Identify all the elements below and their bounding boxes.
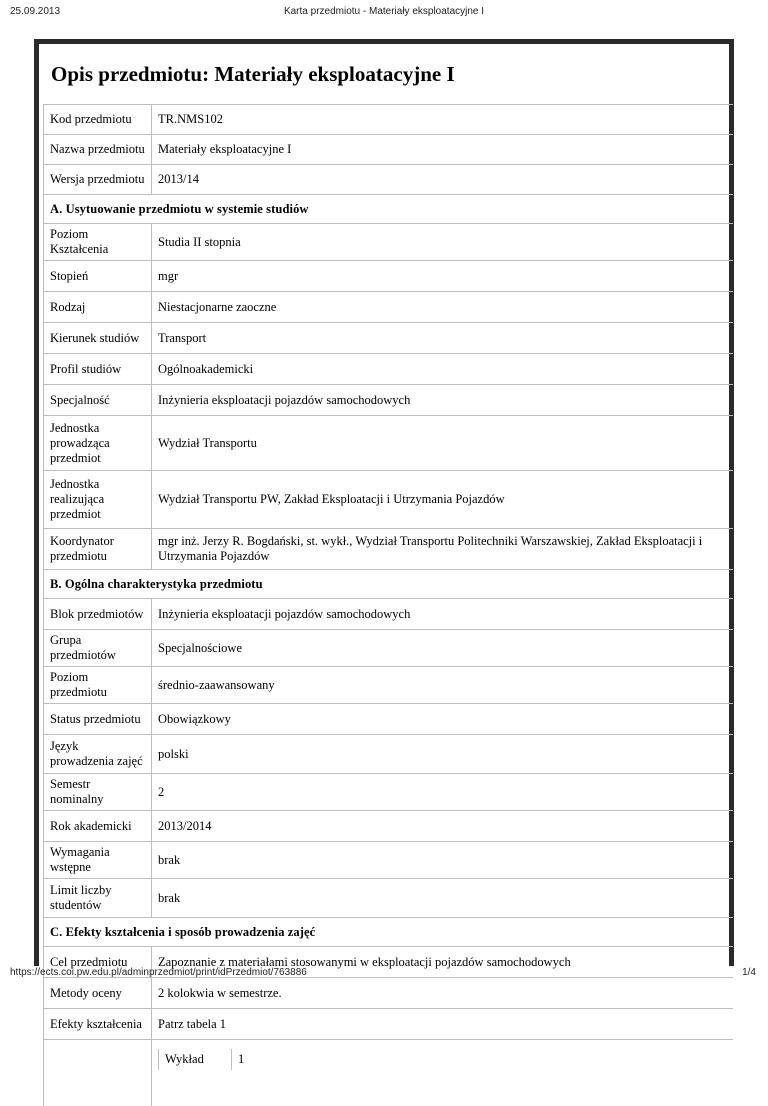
table-row xyxy=(44,471,734,529)
field-value: 2 kolokwia w semestrze. xyxy=(152,978,734,1009)
field-label: Profil studiów xyxy=(44,354,152,385)
field-value: TR.NMS102 xyxy=(152,105,734,135)
table-row xyxy=(44,1040,734,1106)
table-row xyxy=(44,978,734,1009)
field-label: Rodzaj xyxy=(44,292,152,323)
table-row xyxy=(44,599,734,630)
field-value: polski xyxy=(152,735,734,774)
table-row xyxy=(44,224,734,261)
course-table xyxy=(43,104,733,1106)
field-value: Obowiązkowy xyxy=(152,704,734,735)
field-label: Status przedmiotu xyxy=(44,704,152,735)
hours-cell xyxy=(152,1040,734,1106)
field-label: Stopień xyxy=(44,261,152,292)
field-value: Patrz tabela 1 xyxy=(152,1009,734,1040)
field-value: średnio-zaawansowany xyxy=(152,667,734,704)
field-label: Koordynator przedmiotu xyxy=(44,529,152,570)
field-label: Jednostka realizująca przedmiot xyxy=(44,471,152,529)
field-value: Zapoznanie z materiałami stosowanymi w eksploatacji pojazdów samochodowych xyxy=(152,947,734,978)
section-heading: C. Efekty kształcenia i sposób prowadzenia zajęć xyxy=(44,918,734,947)
section-heading-row xyxy=(44,195,734,224)
field-label: Cel przedmiotu xyxy=(44,947,152,978)
field-value: Ogólnoakademicki xyxy=(152,354,734,385)
field-label: Poziom Kształcenia xyxy=(44,224,152,261)
field-label: Język prowadzenia zajęć xyxy=(44,735,152,774)
hours-value: 1 xyxy=(232,1049,251,1070)
field-value: Studia II stopnia xyxy=(152,224,734,261)
table-row xyxy=(44,1009,734,1040)
print-date: 25.09.2013 xyxy=(10,6,60,17)
field-value: 2013/14 xyxy=(152,165,734,195)
field-value: Niestacjonarne zaoczne xyxy=(152,292,734,323)
field-label: Semestr nominalny xyxy=(44,774,152,811)
print-page-title: Karta przedmiotu - Materiały eksploatacyjne I xyxy=(0,6,768,17)
document-frame xyxy=(34,39,734,966)
field-label: Grupa przedmiotów xyxy=(44,630,152,667)
hours-row xyxy=(159,1049,251,1070)
page-number: 1/4 xyxy=(742,967,756,978)
field-value: mgr xyxy=(152,261,734,292)
table-row xyxy=(44,261,734,292)
print-url: https://ects.coi.pw.edu.pl/adminprzedmiot/print/idPrzedmiot/763886 xyxy=(10,967,307,978)
field-label: Metody oceny xyxy=(44,978,152,1009)
table-row xyxy=(44,529,734,570)
hours-table xyxy=(158,1049,250,1070)
section-heading: B. Ogólna charakterystyka przedmiotu xyxy=(44,570,734,599)
field-value: Wydział Transportu PW, Zakład Eksploatacji i Utrzymania Pojazdów xyxy=(152,471,734,529)
field-label: Blok przedmiotów xyxy=(44,599,152,630)
table-row xyxy=(44,774,734,811)
table-row xyxy=(44,811,734,842)
table-row xyxy=(44,416,734,471)
field-label: Specjalność xyxy=(44,385,152,416)
field-value: Specjalnościowe xyxy=(152,630,734,667)
field-label: Rok akademicki xyxy=(44,811,152,842)
table-row xyxy=(44,735,734,774)
field-value: brak xyxy=(152,842,734,879)
field-label: Efekty kształcenia xyxy=(44,1009,152,1040)
field-value: Wydział Transportu xyxy=(152,416,734,471)
table-row xyxy=(44,842,734,879)
section-heading: A. Usytuowanie przedmiotu w systemie studiów xyxy=(44,195,734,224)
field-value: 2013/2014 xyxy=(152,811,734,842)
field-value: Inżynieria eksploatacji pojazdów samochodowych xyxy=(152,599,734,630)
table-row xyxy=(44,292,734,323)
field-value: brak xyxy=(152,879,734,918)
table-row xyxy=(44,165,734,195)
field-label: Wymagania wstępne xyxy=(44,842,152,879)
table-row xyxy=(44,354,734,385)
field-label: Kierunek studiów xyxy=(44,323,152,354)
field-label: Jednostka prowadząca przedmiot xyxy=(44,416,152,471)
hours-form: Wykład xyxy=(159,1049,232,1070)
section-heading-row xyxy=(44,570,734,599)
field-value: Inżynieria eksploatacji pojazdów samochodowych xyxy=(152,385,734,416)
document-title: Opis przedmiotu: Materiały eksploatacyjne I xyxy=(43,44,729,104)
field-value: 2 xyxy=(152,774,734,811)
print-header xyxy=(0,6,768,20)
field-label: Nazwa przedmiotu xyxy=(44,135,152,165)
section-heading-row xyxy=(44,918,734,947)
field-label: Poziom przedmiotu xyxy=(44,667,152,704)
field-value: Materiały eksploatacyjne I xyxy=(152,135,734,165)
table-row xyxy=(44,667,734,704)
field-label: Limit liczby studentów xyxy=(44,879,152,918)
field-label: Kod przedmiotu xyxy=(44,105,152,135)
field-label: Wersja przedmiotu xyxy=(44,165,152,195)
table-row xyxy=(44,105,734,135)
print-footer xyxy=(0,967,768,981)
field-value: Transport xyxy=(152,323,734,354)
table-row xyxy=(44,385,734,416)
field-label xyxy=(44,1040,152,1106)
table-row xyxy=(44,323,734,354)
table-row xyxy=(44,135,734,165)
field-value: mgr inż. Jerzy R. Bogdański, st. wykł., Wydział Transportu Politechniki Warszawskiej, Zakład Eksploatacji i Utrzymania Pojazdów xyxy=(152,529,734,570)
table-row xyxy=(44,630,734,667)
table-row xyxy=(44,879,734,918)
table-row xyxy=(44,704,734,735)
